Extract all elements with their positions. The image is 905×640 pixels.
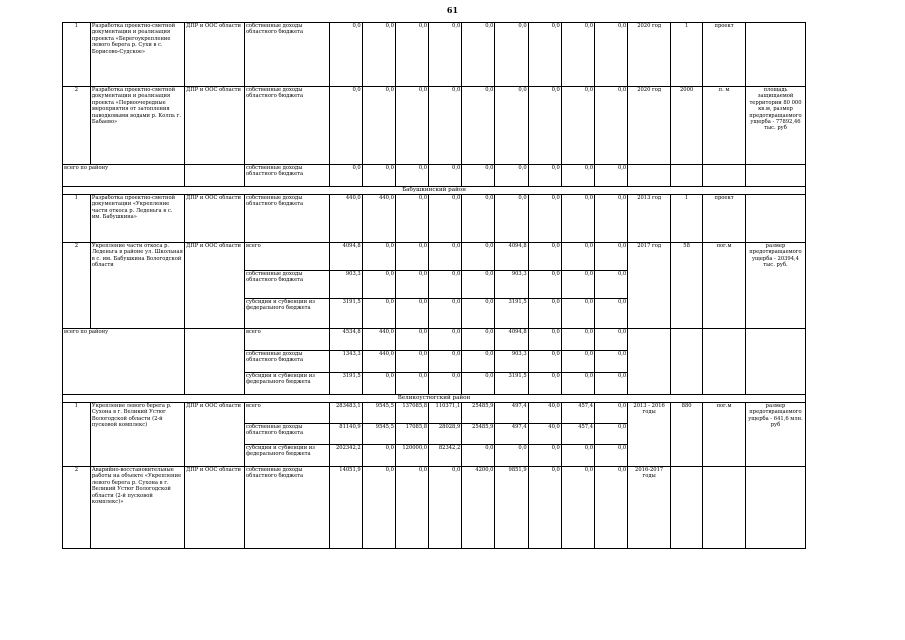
effect (745, 467, 805, 549)
empty-cell (628, 165, 671, 187)
total-label: всего по району (63, 329, 185, 395)
section-title: Великоустюгский район (63, 395, 806, 403)
amount-cell: 82342,2 (429, 445, 462, 467)
amount-cell: 0,0 (462, 373, 495, 395)
amount-cell: 0,0 (561, 23, 594, 87)
amount-cell: 0,0 (462, 445, 495, 467)
funding-source: собственные доходы областного бюджета (244, 271, 329, 299)
amount-cell: 0,0 (595, 424, 628, 445)
amount-cell: 0,0 (595, 165, 628, 187)
amount-cell: 0,0 (462, 195, 495, 243)
amount-cell: 0,0 (429, 195, 462, 243)
measure-name: Разработка проектно-сметной документации и реализация проекта «Первоочередные мероприятия от затопления паводковыми водами р. Колпь г. Бабаево» (90, 87, 184, 165)
amount-cell: 0,0 (528, 165, 561, 187)
effect (745, 23, 805, 87)
amount-cell: 0,0 (362, 299, 395, 329)
amount-cell: 120000,0 (395, 445, 428, 467)
unit: проект (703, 23, 746, 87)
measures-table (62, 22, 806, 549)
amount-cell: 28028,9 (429, 424, 462, 445)
amount-cell: 0,0 (329, 23, 362, 87)
amount-cell: 0,0 (429, 373, 462, 395)
amount-cell: 0,0 (362, 23, 395, 87)
amount-cell: 9545,5 (362, 424, 395, 445)
measure-name: Укрепление левого берега р. Сухона в г. Великий Устюг Вологодской области (2-й пусковой комплекс) (90, 403, 184, 467)
amount-cell: 0,0 (429, 165, 462, 187)
row-number: 1 (63, 23, 91, 87)
amount-cell: 0,0 (462, 299, 495, 329)
amount-cell: 3191,5 (329, 299, 362, 329)
amount-cell: 81140,9 (329, 424, 362, 445)
table-row (63, 87, 806, 165)
empty-cell (185, 165, 245, 187)
amount-cell: 0,0 (561, 271, 594, 299)
unit: пог.м (703, 243, 746, 329)
empty-cell (671, 329, 703, 395)
amount-cell: 40,0 (528, 403, 561, 424)
amount-cell: 0,0 (561, 87, 594, 165)
amount-cell: 9851,9 (495, 467, 528, 549)
amount-cell: 4094,8 (495, 243, 528, 271)
amount-cell: 40,0 (528, 424, 561, 445)
amount-cell: 440,0 (362, 195, 395, 243)
amount-cell: 110371,1 (429, 403, 462, 424)
effect: размер предотвращаемого ущерба - 20394,4 тыс. руб. (745, 243, 805, 329)
amount-cell: 0,0 (429, 87, 462, 165)
amount-cell: 0,0 (595, 195, 628, 243)
effect (745, 195, 805, 243)
amount-cell: 0,0 (595, 467, 628, 549)
amount-cell: 0,0 (362, 243, 395, 271)
executor: ДПР и ООС области (185, 23, 245, 87)
amount-cell: 4094,8 (329, 243, 362, 271)
amount-cell: 0,0 (561, 299, 594, 329)
amount-cell: 0,0 (462, 87, 495, 165)
row-number: 2 (63, 243, 91, 329)
amount-cell: 0,0 (495, 195, 528, 243)
measure-name: Аварийно-восстановительные работы на объекте «Укрепление левого берега р. Сухона в г. Великий Устюг Вологодской области (2-й пусковой комплекс)» (90, 467, 184, 549)
unit (703, 467, 746, 549)
amount-cell: 0,0 (429, 467, 462, 549)
empty-cell (745, 165, 805, 187)
quantity: 2000 (671, 87, 703, 165)
amount-cell: 903,3 (329, 271, 362, 299)
quantity: 880 (671, 403, 703, 467)
amount-cell: 0,0 (528, 23, 561, 87)
amount-cell: 0,0 (561, 195, 594, 243)
amount-cell: 0,0 (362, 165, 395, 187)
empty-cell (185, 329, 245, 395)
amount-cell: 0,0 (395, 165, 428, 187)
amount-cell: 0,0 (362, 445, 395, 467)
amount-cell: 0,0 (362, 467, 395, 549)
amount-cell: 0,0 (462, 23, 495, 87)
amount-cell: 0,0 (561, 467, 594, 549)
amount-cell: 3191,5 (495, 299, 528, 329)
amount-cell: 0,0 (528, 87, 561, 165)
amount-cell: 0,0 (561, 445, 594, 467)
amount-cell: 0,0 (561, 243, 594, 271)
funding-source: собственные доходы областного бюджета (244, 351, 329, 373)
quantity (671, 467, 703, 549)
amount-cell: 25485,9 (462, 424, 495, 445)
amount-cell: 0,0 (561, 165, 594, 187)
amount-cell: 0,0 (561, 373, 594, 395)
table-row (63, 23, 806, 87)
term: 2020 год (628, 87, 671, 165)
amount-cell: 0,0 (395, 271, 428, 299)
amount-cell: 0,0 (561, 329, 594, 351)
empty-cell (703, 165, 746, 187)
amount-cell: 0,0 (595, 243, 628, 271)
term: 2013 год (628, 195, 671, 243)
effect: площадь защищаемой территории 80 000 кв.м, размер предотвращаемого ущерба - 77892,46 тыс. руб (745, 87, 805, 165)
row-number: 2 (63, 467, 91, 549)
amount-cell: 457,4 (561, 424, 594, 445)
amount-cell: 9545,5 (362, 403, 395, 424)
section-title: Бабушкинский район (63, 187, 806, 195)
amount-cell: 0,0 (395, 329, 428, 351)
measure-name: Разработка проектно-сметной документации и реализация проекта «Берегоукрепление левого берега р. Сухи в с. Борисово-Судское» (90, 23, 184, 87)
amount-cell: 0,0 (528, 351, 561, 373)
amount-cell: 903,3 (495, 351, 528, 373)
amount-cell: 0,0 (395, 299, 428, 329)
table-row (63, 467, 806, 549)
measure-name: Разработка проектно-сметной документации «Укрепление части откоса р. Леденьга в с. им. Бабушкина» (90, 195, 184, 243)
term: 2016-2017 годы (628, 467, 671, 549)
amount-cell: 4534,8 (329, 329, 362, 351)
amount-cell: 0,0 (595, 373, 628, 395)
amount-cell: 0,0 (329, 87, 362, 165)
amount-cell: 497,4 (495, 403, 528, 424)
table-row (63, 195, 806, 243)
empty-cell (745, 329, 805, 395)
amount-cell: 202342,2 (329, 445, 362, 467)
funding-source: субсидии и субвенции из федерального бюджета (244, 373, 329, 395)
amount-cell: 17085,8 (395, 424, 428, 445)
amount-cell: 440,0 (362, 351, 395, 373)
total-label: всего по району (63, 165, 185, 187)
amount-cell: 14051,9 (329, 467, 362, 549)
amount-cell: 440,0 (329, 195, 362, 243)
unit: п. м (703, 87, 746, 165)
amount-cell: 0,0 (329, 165, 362, 187)
amount-cell: 0,0 (561, 351, 594, 373)
term: 2013 - 2016 годы (628, 403, 671, 467)
quantity: 58 (671, 243, 703, 329)
amount-cell: 0,0 (595, 23, 628, 87)
amount-cell: 3191,5 (495, 373, 528, 395)
funding-source: собственные доходы областного бюджета (244, 195, 329, 243)
amount-cell: 0,0 (595, 351, 628, 373)
amount-cell: 0,0 (429, 243, 462, 271)
amount-cell: 1343,3 (329, 351, 362, 373)
amount-cell: 0,0 (395, 87, 428, 165)
amount-cell: 0,0 (595, 87, 628, 165)
amount-cell: 497,4 (495, 424, 528, 445)
amount-cell: 0,0 (362, 271, 395, 299)
funding-source: собственные доходы областного бюджета (244, 165, 329, 187)
amount-cell: 0,0 (429, 271, 462, 299)
amount-cell: 0,0 (495, 445, 528, 467)
executor: ДПР и ООС области (185, 87, 245, 165)
row-number: 1 (63, 403, 91, 467)
amount-cell: 25485,9 (462, 403, 495, 424)
amount-cell: 0,0 (362, 373, 395, 395)
amount-cell: 0,0 (395, 23, 428, 87)
amount-cell: 0,0 (429, 351, 462, 373)
executor: ДПР и ООС области (185, 195, 245, 243)
amount-cell: 4094,8 (495, 329, 528, 351)
empty-cell (703, 329, 746, 395)
amount-cell: 0,0 (528, 271, 561, 299)
row-number: 1 (63, 195, 91, 243)
term: 2020 год (628, 23, 671, 87)
amount-cell: 0,0 (395, 373, 428, 395)
amount-cell: 0,0 (595, 299, 628, 329)
quantity: 1 (671, 23, 703, 87)
effect: размер предотвращаемого ущерба - 641,6 млн. руб (745, 403, 805, 467)
amount-cell: 0,0 (395, 351, 428, 373)
amount-cell: 3191,5 (329, 373, 362, 395)
section-row (63, 187, 806, 195)
executor: ДПР и ООС области (185, 243, 245, 329)
quantity: 1 (671, 195, 703, 243)
amount-cell: 0,0 (429, 299, 462, 329)
empty-cell (671, 165, 703, 187)
measure-name: Укрепление части откоса р. Леденьга в районе ул. Школьная в с. им. Бабушкина Вологодской области (90, 243, 184, 329)
amount-cell: 0,0 (595, 329, 628, 351)
amount-cell: 0,0 (495, 165, 528, 187)
executor: ДПР и ООС области (185, 403, 245, 467)
amount-cell: 0,0 (595, 403, 628, 424)
funding-source: собственные доходы областного бюджета (244, 424, 329, 445)
amount-cell: 0,0 (495, 87, 528, 165)
funding-source: всего (244, 329, 329, 351)
amount-cell: 0,0 (528, 373, 561, 395)
funding-source: субсидии и субвенции из федерального бюджета (244, 445, 329, 467)
amount-cell: 0,0 (462, 243, 495, 271)
funding-source: собственные доходы областного бюджета (244, 87, 329, 165)
funding-source: собственные доходы областного бюджета (244, 467, 329, 549)
amount-cell: 0,0 (395, 243, 428, 271)
term: 2017 год (628, 243, 671, 329)
amount-cell: 0,0 (528, 467, 561, 549)
row-number: 2 (63, 87, 91, 165)
funding-source: всего (244, 403, 329, 424)
amount-cell: 0,0 (528, 243, 561, 271)
amount-cell: 903,3 (495, 271, 528, 299)
table-row (63, 243, 806, 271)
funding-source: всего (244, 243, 329, 271)
amount-cell: 0,0 (595, 445, 628, 467)
amount-cell: 0,0 (462, 351, 495, 373)
amount-cell: 0,0 (429, 23, 462, 87)
executor: ДПР и ООС области (185, 467, 245, 549)
page-number: 61 (446, 5, 459, 15)
unit: проект (703, 195, 746, 243)
funding-source: собственные доходы областного бюджета (244, 23, 329, 87)
section-row (63, 395, 806, 403)
amount-cell: 0,0 (528, 299, 561, 329)
amount-cell: 283483,1 (329, 403, 362, 424)
empty-cell (628, 329, 671, 395)
amount-cell: 0,0 (528, 329, 561, 351)
amount-cell: 0,0 (462, 271, 495, 299)
amount-cell: 0,0 (429, 329, 462, 351)
amount-cell: 0,0 (395, 195, 428, 243)
funding-source: субсидии и субвенции из федерального бюджета (244, 299, 329, 329)
amount-cell: 0,0 (528, 445, 561, 467)
amount-cell: 0,0 (462, 165, 495, 187)
amount-cell: 0,0 (362, 87, 395, 165)
amount-cell: 137085,8 (395, 403, 428, 424)
amount-cell: 4200,0 (462, 467, 495, 549)
table-row (63, 165, 806, 187)
amount-cell: 0,0 (528, 195, 561, 243)
table-row (63, 329, 806, 351)
amount-cell: 440,0 (362, 329, 395, 351)
table-row (63, 403, 806, 424)
amount-cell: 0,0 (395, 467, 428, 549)
amount-cell: 457,4 (561, 403, 594, 424)
amount-cell: 0,0 (595, 271, 628, 299)
amount-cell: 0,0 (462, 329, 495, 351)
unit: пог.м (703, 403, 746, 467)
amount-cell: 0,0 (495, 23, 528, 87)
